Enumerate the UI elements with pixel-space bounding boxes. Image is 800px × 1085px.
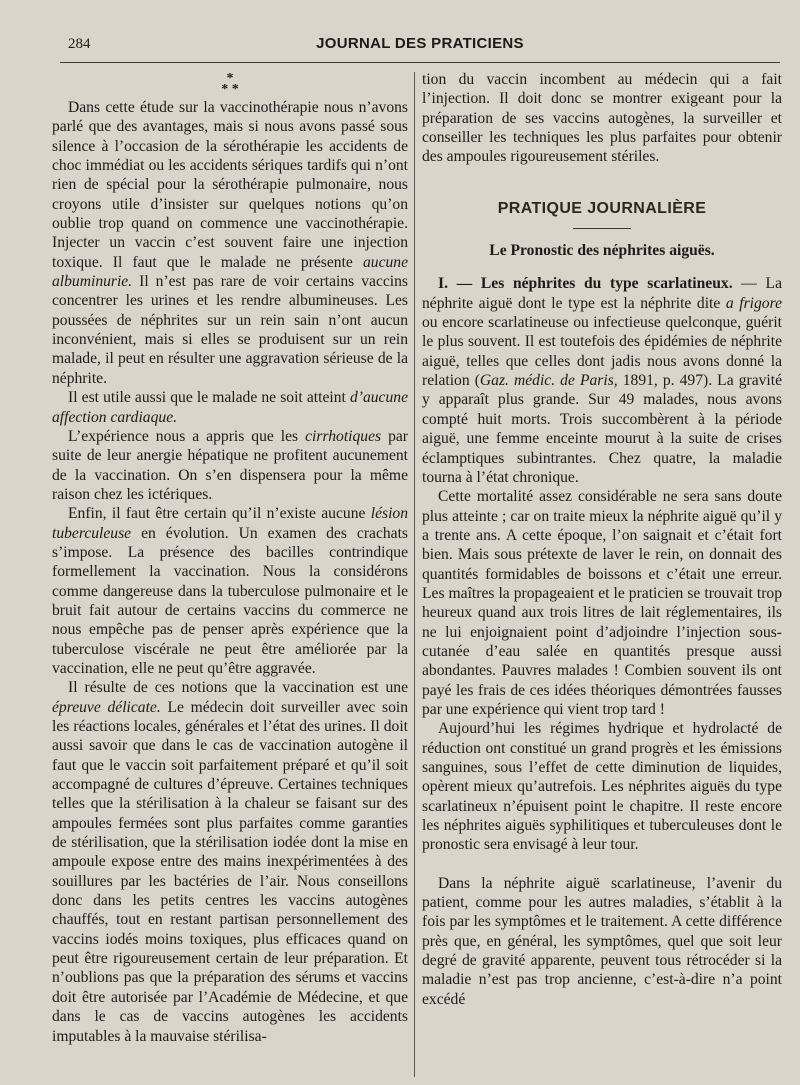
text-run: Dans la néphrite aiguë scarlatineuse, l’avenir du patient, comme pour les autres maladies, s’établit à la fois par les symptômes et le traitement. A cette différence près que, en général, les symptômes, quel que soit leur degré de gravité apparente, peuvent tous rétrocéder si la maladie n’est pas trop ancienne, c’est-à-dire n’a point excédé	[422, 874, 782, 1008]
text-run: Enfin, il faut être certain qu’il n’existe aucune	[68, 505, 371, 523]
right-column	[422, 70, 782, 1009]
paragraph	[52, 388, 408, 427]
italic-text: lésion tuberculeuse	[52, 505, 408, 542]
continued-paragraph: tion du vaccin incombent au médecin qui a fait l’injection. Il doit donc se montrer exigeant pour la préparation de ses vaccins autogènes, la surveiller et conseiller les techniques les plus parfaites pour obtenir des ampoules rigoureusement stériles.	[422, 71, 782, 166]
italic-text: cirrhotiques	[305, 427, 382, 445]
right-paragraphs	[422, 274, 782, 1009]
column-divider	[414, 72, 415, 1077]
paragraph	[52, 504, 408, 678]
text-run: ou encore scarlatineuse ou infectieuse quelconque, guérit le plus souvent. Il est toutefois des épidémies de néphrite aiguë, telles que celles dont jadis nous avons donné la relation (	[422, 314, 782, 390]
text-run: Il résulte de ces notions que la vaccination est une	[68, 679, 408, 697]
paragraph	[422, 874, 782, 1009]
text-run: Il est utile aussi que le malade ne soit atteint	[68, 389, 350, 407]
left-column	[52, 70, 408, 1046]
text-run: Dans cette étude sur la vaccinothérapie nous n’avons parlé que des avantages, mais si nous avons passé sous silence à l’occasion de la sérothérapie les accidents de choc immédiat ou les accidents sériques tardifs qui n’ont rien de spécial pour la sérothérapie pulmonaire, nous croyons utile d’insister sur quelques notions qu’on oublie trop quand on commence une vaccinothérapie. Injecter un vaccin c’est souvent faire une injection toxique. Il faut que le malade ne présente	[52, 99, 408, 271]
section-rule	[573, 228, 631, 229]
text-run: L’expérience nous a appris que les	[68, 427, 306, 445]
italic-text: d’aucune affection cardiaque.	[52, 389, 408, 426]
paragraph	[52, 98, 408, 388]
text-run: 1891, p. 497). La gravité y apparaît plus grande. Sur 49 malades, nous avons compté huit morts. Trois succombèrent à la période aiguë, une femme enceinte mourut à la suite de crises éclamptiques subintrantes. Chez quatre, la maladie tourna à l’état chronique.	[422, 372, 782, 486]
page-number: 284	[68, 36, 91, 52]
text-run: Aujourd’hui les régimes hydrique et hydrolacté de réduction ont constitué un grand progrès et les émissions sanguines, sous l’effet de cette diminution de liquides, opèrent mieux qu’autrefois. Les néphrites aiguës du type scarlatineux n’épuisent point le chapitre. Il reste encore les néphrites aiguës syphilitiques et tuberculeuses dont le pronostic sera envisagé à leur tour.	[422, 720, 782, 854]
italic-text: Gaz. médic. de Paris,	[479, 372, 618, 390]
paragraph	[422, 719, 782, 854]
section-title: PRATIQUE JOURNALIÈRE	[497, 199, 707, 217]
paragraph	[422, 274, 782, 487]
text-run: en évolution. Un examen des crachats s’impose. La présence des bacilles contrindique formellement la vaccination. Nous la considérons comme dangereuse dans la tuberculose pulmonaire et le bruit fait autour de certains vaccins du commerce ne nous empêche pas de penser après expérience que la tuberculose viscérale ne peut être améliorée par la vaccination, elle ne peut qu’être aggravée.	[52, 524, 408, 677]
running-title: JOURNAL DES PRATICIENS	[316, 35, 524, 52]
section-ornament	[52, 70, 408, 98]
text-run: — La néphrite aiguë dont le type est la néphrite dite	[422, 275, 782, 312]
left-paragraphs	[52, 98, 408, 1046]
subheading: I. — Les néphrites du type scarlatineux.	[438, 275, 733, 293]
italic-text: aucune albuminurie.	[52, 253, 408, 291]
text-run: Le médecin doit surveiller avec soin les réactions locales, générales et l’état des urines. Il doit aussi savoir que dans le cas de vaccination autogène il faut que le vaccin soit parfaitement préparé et qu’il soit accompagné de cultures d’épreuve. Certaines techniques telles que la stérilisation à la chaleur se faisant sur des ampoules fermées sont plus parfaites comme garanties de stérilisation, que la stérilisation iodée dont la mise en ampoule expose entre des mains inexpérimentées à des souillures par les bactéries de l’air. Nous conseillons donc dans les petits centres les vaccins autogènes chauffés, tout en restant partisan personnellement des vaccins iodés moins toxiques, plus efficaces quand on peut être rigoureusement certain de leur préparation. Et n’oublions pas que la préparation des sérums et vaccins doit être autorisée par l’Académie de Médecine, et que dans le cas de vaccins autogènes les accidents imputables à la mauvaise stérilisa-	[52, 698, 409, 1045]
italic-text: a frigore	[725, 294, 782, 312]
paragraph	[422, 487, 782, 719]
text-run: Cette mortalité assez considérable ne sera sans doute plus atteinte ; car on traite mieux la néphrite aiguë qu’il y a trente ans. A cette époque, l’on saignait et c’était fort bien. Mais sous prétexte de laver le rein, on donnait des quantités formidables de boissons et c’était une erreur. Les maîtres la propageaient et le praticien se trouvait trop heureux quand aux trois litres de lait réglementaires, ils ne lui enjoignaient point d’adjoindre l’injection sous-cutanée d’eau salée en quantités presque aussi abondantes. Pauvres malades ! Combien souvent ils ont payé les frais de ces idées théoriques démontrées fausses par une expérience qui vient trop tard !	[422, 488, 782, 718]
ornament-top: *	[226, 71, 234, 86]
italic-text: épreuve délicate.	[52, 698, 161, 716]
article-title: Le Pronostic des néphrites aiguës.	[489, 242, 715, 260]
paragraph	[52, 678, 408, 1046]
paragraph-gap	[422, 855, 782, 874]
text-run: par suite de leur anergie hépatique ne profitent aucunement de la vaccination. On s’en dispensera pour la même raison chez les ictériques.	[52, 427, 409, 503]
paragraph	[52, 427, 408, 504]
page-header	[60, 34, 780, 63]
ornament-bottom: * *	[221, 82, 239, 97]
text-run: Il n’est pas rare de voir certains vaccins concentrer les urines et les rendre albumineuses. Les poussées de néphrites sur un rein sain n’ont aucun inconvénient, mais si elles se produisent sur un rein malade, il peut en résulter une aggravation sérieuse de la néphrite.	[52, 273, 408, 387]
